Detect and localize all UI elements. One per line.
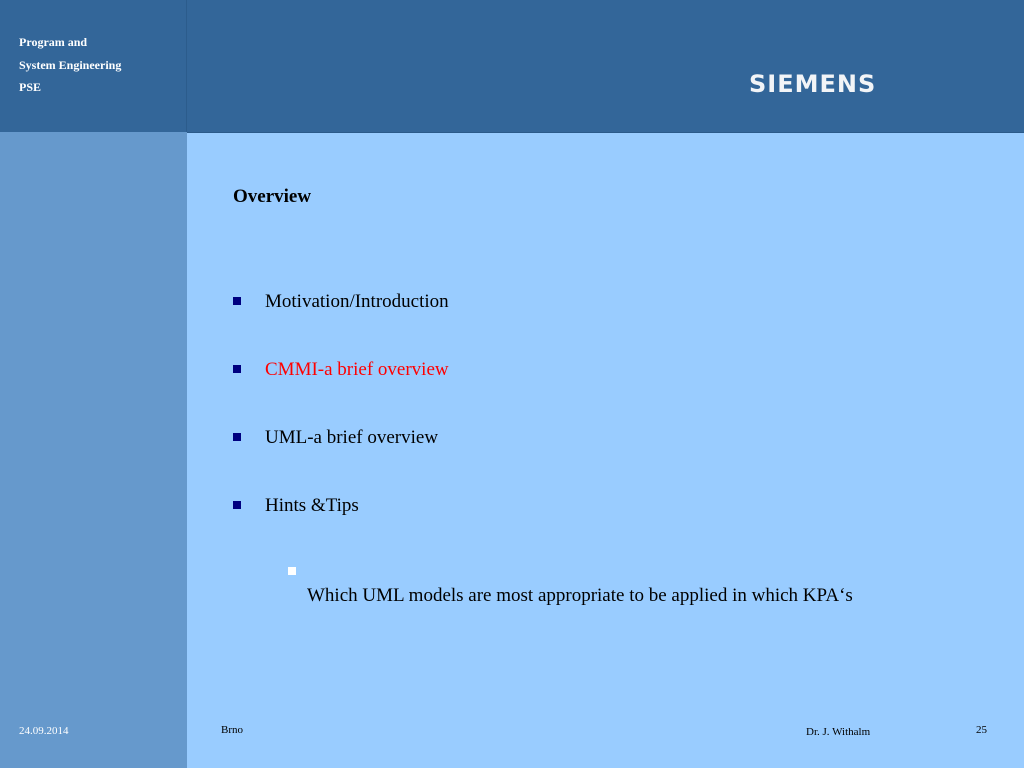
org-line-program: Program and [19, 35, 88, 49]
footer-location: Brno [221, 724, 243, 736]
sub-bullet-text: Which UML models are most appropriate to be applied in which KPA‘s [307, 585, 853, 606]
bullet-square-icon [233, 365, 241, 373]
bullet-text: Hints &Tips [265, 495, 359, 516]
org-line-system-engineering: System Engineering [19, 58, 122, 72]
bullet-square-icon [233, 297, 241, 305]
bullet-square-icon [233, 501, 241, 509]
org-line-pse: PSE [19, 80, 42, 94]
header-org-panel [0, 0, 187, 132]
left-sidebar [0, 132, 187, 768]
siemens-logo: SIEMENS [749, 70, 877, 98]
footer-date: 24.09.2014 [19, 725, 69, 737]
bullet-text: Motivation/Introduction [265, 291, 449, 312]
header-bar [0, 0, 1024, 133]
bullet-square-icon [233, 433, 241, 441]
footer-author: Dr. J. Withalm [806, 726, 871, 738]
slide-title: Overview [233, 186, 312, 207]
bullet-text-highlighted: CMMI-a brief overview [265, 359, 449, 380]
sub-bullet-square-icon [288, 567, 296, 575]
bullet-text: UML-a brief overview [265, 427, 439, 448]
footer-page-number: 25 [976, 724, 987, 736]
